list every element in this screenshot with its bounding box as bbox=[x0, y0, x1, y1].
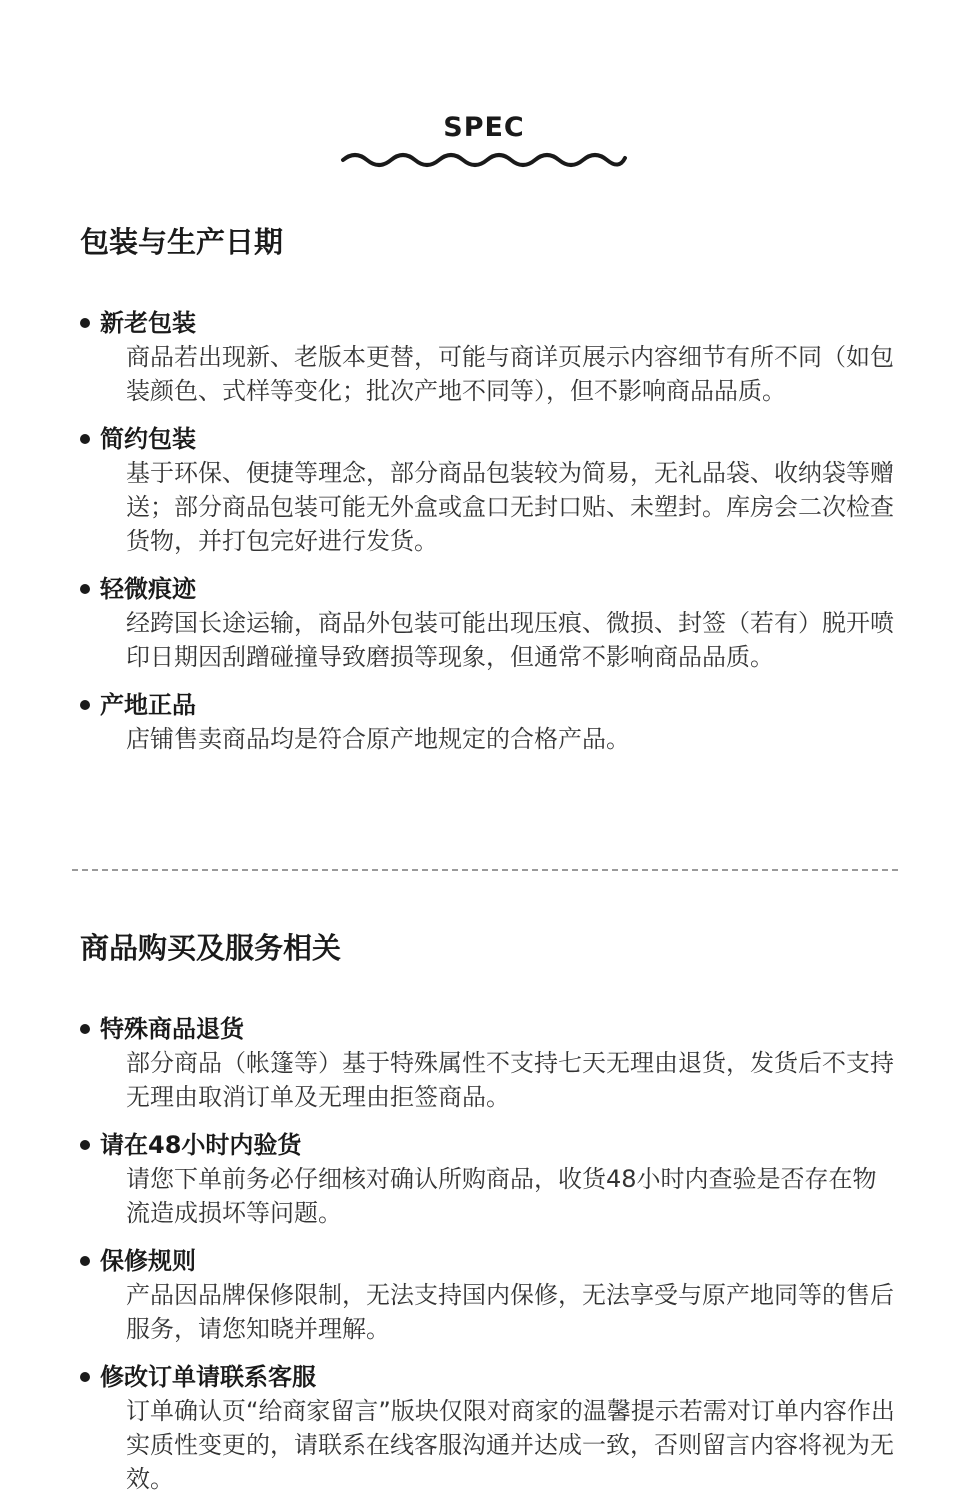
item-list bbox=[80, 306, 900, 756]
list-item bbox=[80, 688, 900, 756]
bullet-icon bbox=[80, 1024, 90, 1034]
bullet-icon bbox=[80, 1256, 90, 1266]
item-body: 产品因品牌保修限制，无法支持国内保修，无法享受与原产地同等的售后服务，请您知晓并理解。 bbox=[126, 1281, 894, 1343]
bullet-icon bbox=[80, 318, 90, 328]
list-item bbox=[80, 1012, 900, 1114]
bullet-icon bbox=[80, 584, 90, 594]
item-head bbox=[80, 422, 900, 456]
item-head bbox=[80, 1244, 900, 1278]
wave-divider-icon bbox=[339, 150, 629, 170]
item-head bbox=[80, 1360, 900, 1394]
bullet-icon bbox=[80, 1140, 90, 1150]
item-title: 修改订单请联系客服 bbox=[100, 1363, 316, 1391]
list-item bbox=[80, 1244, 900, 1346]
spec-header bbox=[0, 108, 968, 170]
item-body: 店铺售卖商品均是符合原产地规定的合格产品。 bbox=[126, 725, 630, 753]
item-head bbox=[80, 1012, 900, 1046]
bullet-icon bbox=[80, 1372, 90, 1382]
item-body: 部分商品（帐篷等）基于特殊属性不支持七天无理由退货，发货后不支持无理由取消订单及无理由拒签商品。 bbox=[126, 1049, 894, 1111]
item-title: 特殊商品退货 bbox=[100, 1015, 244, 1043]
list-item bbox=[80, 1128, 900, 1230]
section-purchase-service bbox=[80, 928, 900, 1510]
item-title: 保修规则 bbox=[100, 1247, 196, 1275]
list-item bbox=[80, 422, 900, 558]
list-item bbox=[80, 572, 900, 674]
bullet-icon bbox=[80, 434, 90, 444]
item-head bbox=[80, 1128, 900, 1162]
item-body: 商品若出现新、老版本更替，可能与商详页展示内容细节有所不同（如包装颜色、式样等变化；批次产地不同等），但不影响商品品质。 bbox=[126, 343, 894, 405]
dashed-divider bbox=[72, 869, 898, 871]
item-head bbox=[80, 306, 900, 340]
section-title: 包装与生产日期 bbox=[80, 225, 284, 259]
item-list bbox=[80, 1012, 900, 1496]
item-title: 新老包装 bbox=[100, 309, 196, 337]
item-body: 基于环保、便捷等理念，部分商品包装较为简易，无礼品袋、收纳袋等赠送；部分商品包装可能无外盒或盒口无封口贴、未塑封。库房会二次检查货物，并打包完好进行发货。 bbox=[126, 459, 894, 555]
item-title: 产地正品 bbox=[100, 691, 196, 719]
item-body: 请您下单前务必仔细核对确认所购商品，收货48小时内查验是否存在物流造成损坏等问题。 bbox=[126, 1165, 877, 1227]
item-title: 轻微痕迹 bbox=[100, 575, 196, 603]
item-head bbox=[80, 688, 900, 722]
item-title: 请在48小时内验货 bbox=[100, 1131, 302, 1159]
item-body: 经跨国长途运输，商品外包装可能出现压痕、微损、封签（若有）脱开喷印日期因刮蹭碰撞导致磨损等现象，但通常不影响商品品质。 bbox=[126, 609, 894, 671]
item-head bbox=[80, 572, 900, 606]
list-item bbox=[80, 306, 900, 408]
section-title: 商品购买及服务相关 bbox=[80, 931, 342, 965]
section-packaging bbox=[80, 222, 900, 770]
item-body: 订单确认页“给商家留言”版块仅限对商家的温馨提示若需对订单内容作出实质性变更的，请联系在线客服沟通并达成一致，否则留言内容将视为无效。 bbox=[126, 1397, 895, 1493]
item-title: 简约包装 bbox=[100, 425, 196, 453]
bullet-icon bbox=[80, 700, 90, 710]
spec-title: SPEC bbox=[443, 112, 525, 143]
list-item bbox=[80, 1360, 900, 1496]
